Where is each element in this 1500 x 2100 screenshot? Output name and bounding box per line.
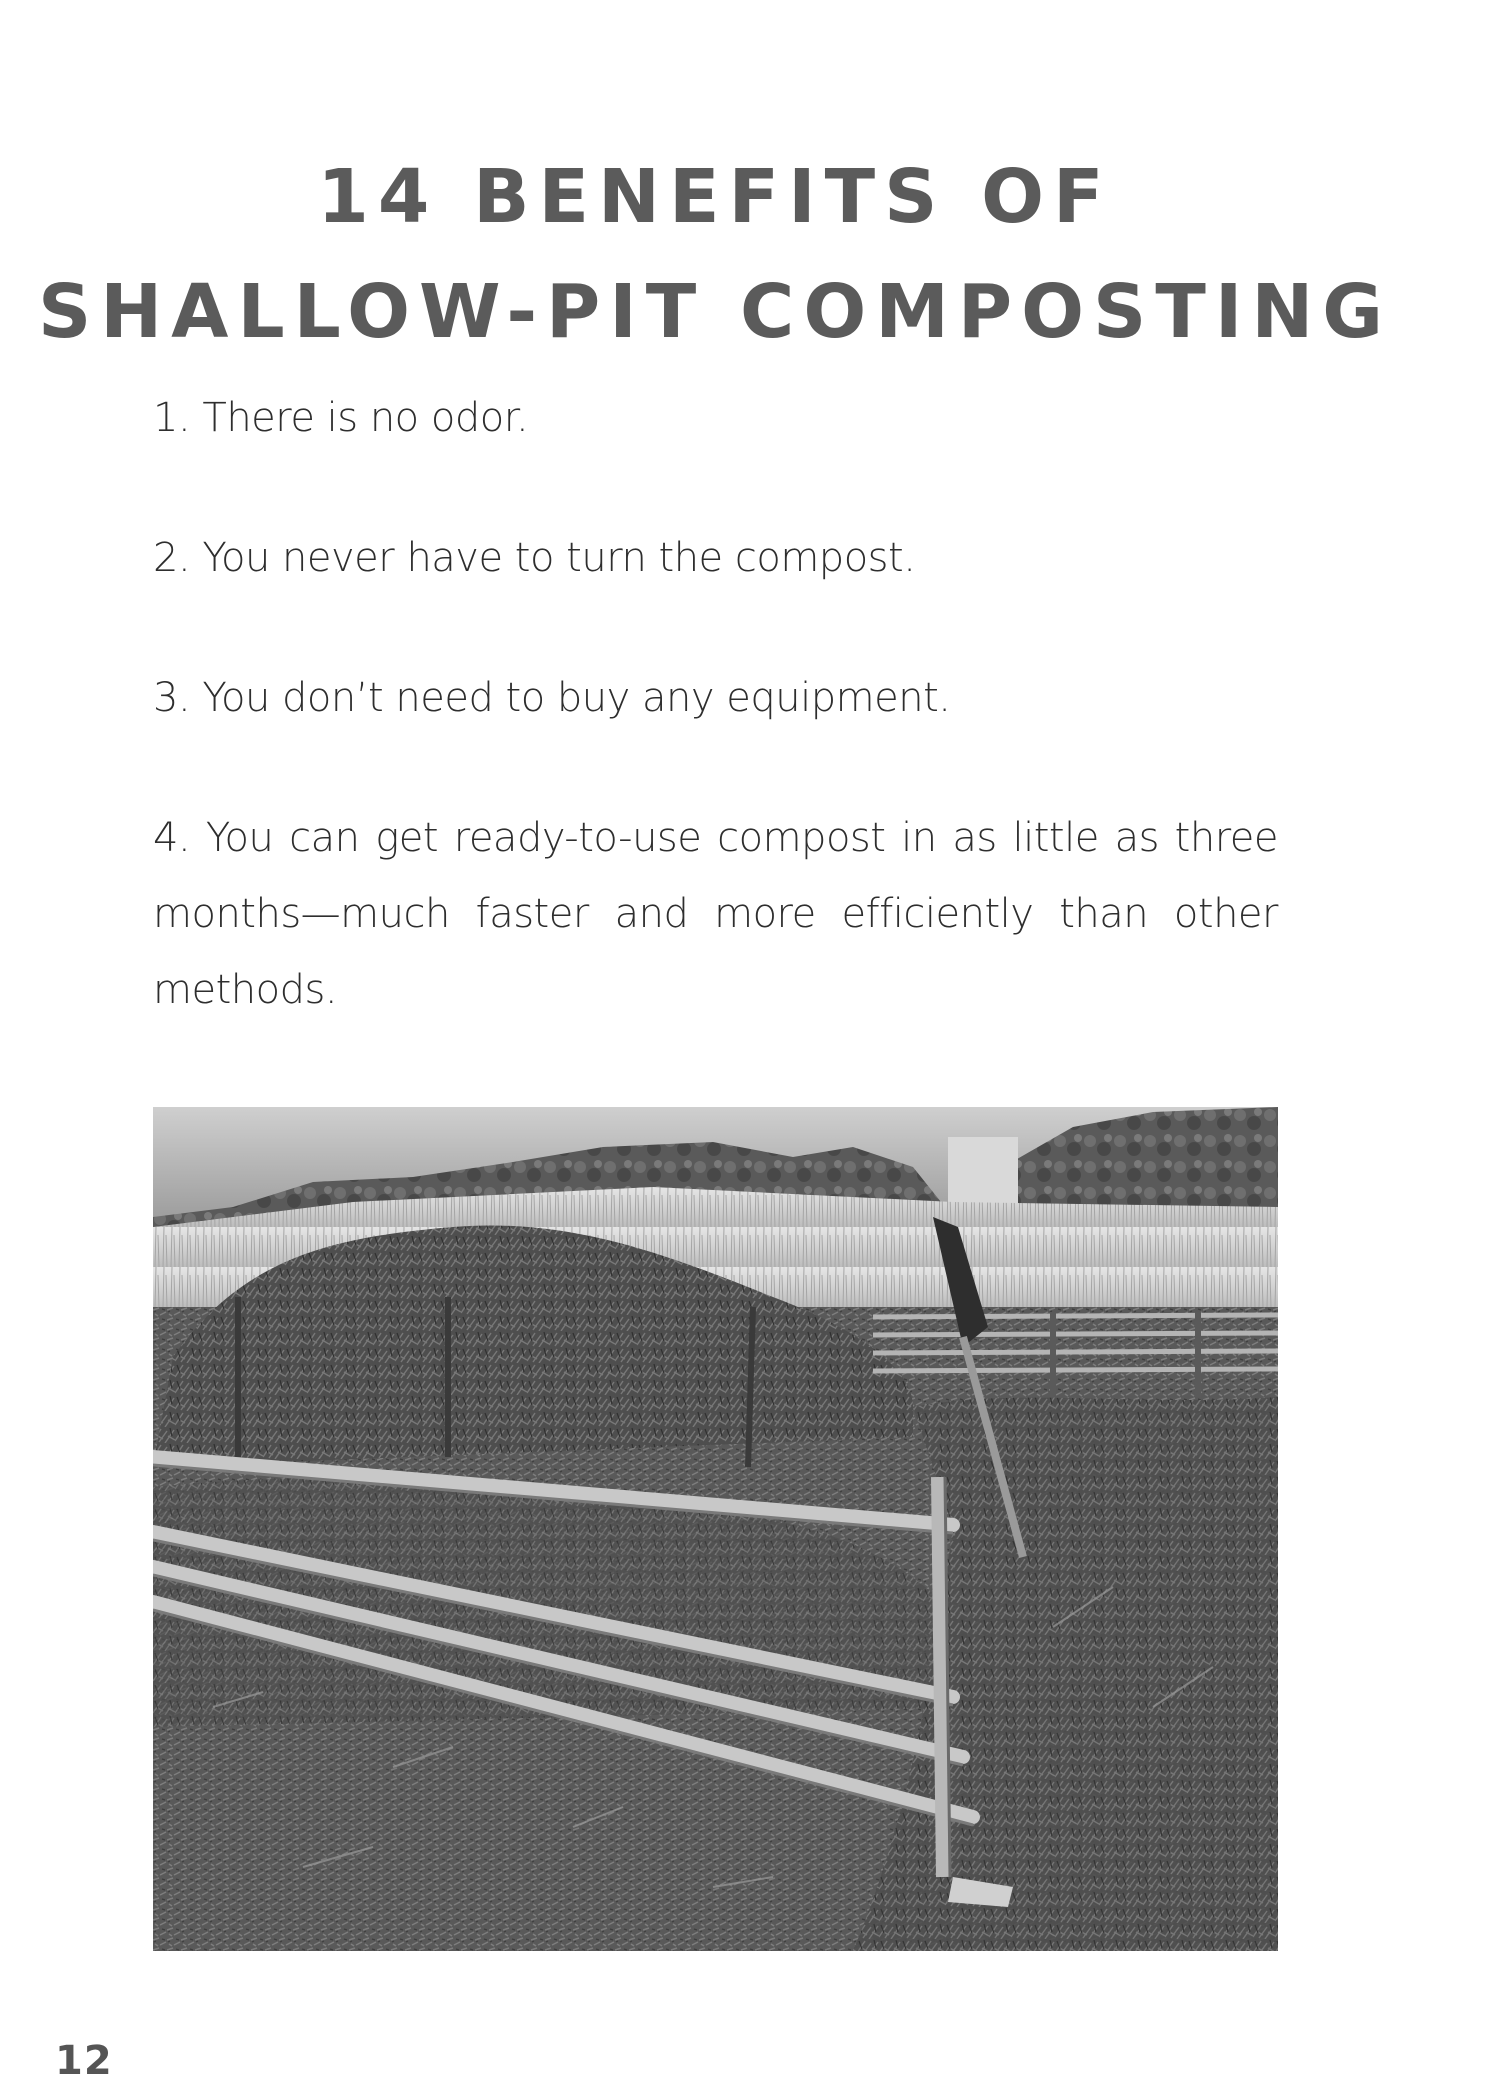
page-title-line-2: SHALLOW-PIT COMPOSTING bbox=[37, 269, 1393, 355]
benefit-item-4: 4. You can get ready-to-use compost in as little as three months—much faster and more efficiently than other methods. bbox=[153, 815, 1278, 1013]
compost-pile-photo bbox=[153, 1107, 1278, 1951]
page-number: 12 bbox=[55, 2038, 113, 2084]
benefit-item-2: 2. You never have to turn the compost. bbox=[153, 535, 916, 581]
benefit-item-3: 3. You don’t need to buy any equipment. bbox=[153, 675, 951, 721]
page-title-line-1: 14 BENEFITS OF bbox=[317, 154, 1113, 240]
benefit-item-1: 1. There is no odor. bbox=[153, 395, 529, 441]
compost-pile-photo-graphic bbox=[153, 1107, 1278, 1951]
page-title bbox=[0, 140, 1430, 370]
